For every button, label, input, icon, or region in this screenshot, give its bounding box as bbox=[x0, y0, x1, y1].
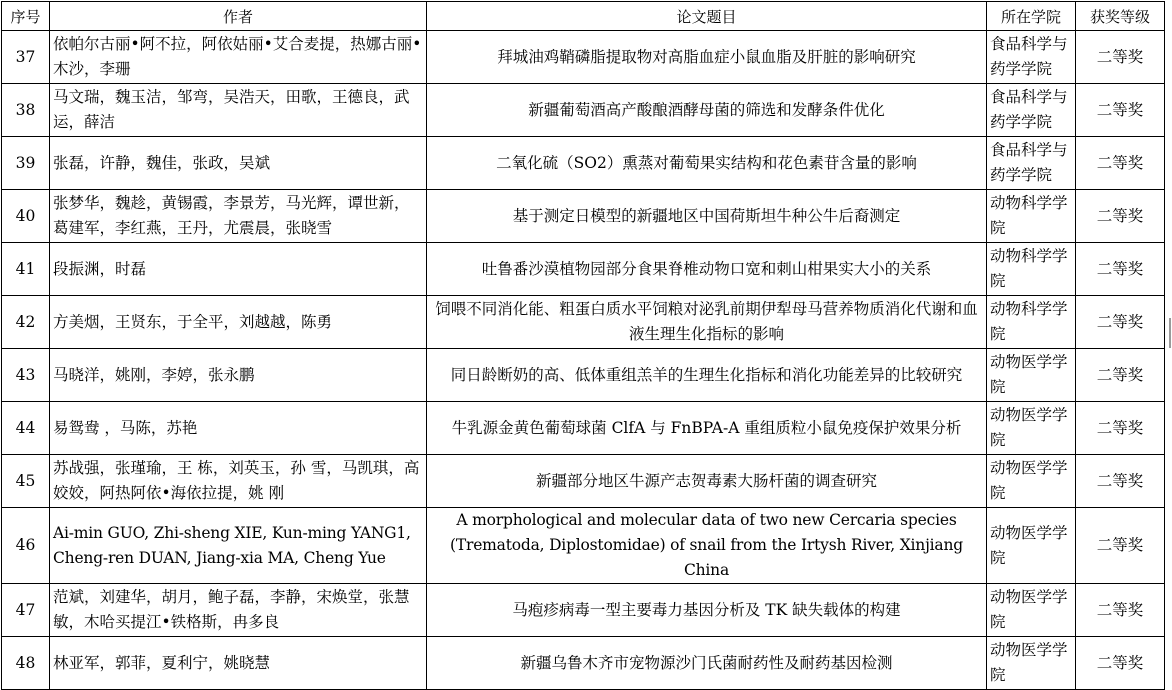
cell-authors: 林亚军，郭菲，夏利宁，姚晓慧 bbox=[50, 637, 427, 690]
cell-no: 45 bbox=[2, 455, 50, 508]
cell-title: 基于测定日模型的新疆地区中国荷斯坦牛种公牛后裔测定 bbox=[427, 190, 987, 243]
cell-no: 47 bbox=[2, 584, 50, 637]
cell-award: 二等奖 bbox=[1076, 31, 1165, 84]
cell-no: 39 bbox=[2, 137, 50, 190]
cell-award: 二等奖 bbox=[1076, 637, 1165, 690]
awards-table bbox=[1, 1, 1165, 690]
table-row bbox=[2, 296, 1165, 349]
cell-authors: 张梦华，魏趁，黄锡霞，李景芳，马光辉，谭世新，葛建军，李红燕，王丹，尤震晨，张晓雪 bbox=[50, 190, 427, 243]
cell-no: 44 bbox=[2, 402, 50, 455]
cell-no: 38 bbox=[2, 84, 50, 137]
header-award: 获奖等级 bbox=[1076, 2, 1165, 31]
table-row bbox=[2, 137, 1165, 190]
cell-college: 食品科学与药学学院 bbox=[987, 84, 1076, 137]
header-no: 序号 bbox=[2, 2, 50, 31]
table-row bbox=[2, 243, 1165, 296]
cell-authors: 苏战强，张瑾瑜，王 栋，刘英玉，孙 雪，马凯琪，高姣姣，阿热阿依•海依拉提，姚 刚 bbox=[50, 455, 427, 508]
cell-title: 马疱疹病毒一型主要毒力基因分析及 TK 缺失载体的构建 bbox=[427, 584, 987, 637]
header-title: 论文题目 bbox=[427, 2, 987, 31]
cell-authors: 张磊，许静，魏佳，张政，吴斌 bbox=[50, 137, 427, 190]
cell-award: 二等奖 bbox=[1076, 455, 1165, 508]
table-row bbox=[2, 349, 1165, 402]
cell-authors: 易鸳鸯 ，马陈，苏艳 bbox=[50, 402, 427, 455]
cell-authors: 方美烟，王贤东，于全平，刘越越，陈勇 bbox=[50, 296, 427, 349]
cell-title: 饲喂不同消化能、粗蛋白质水平饲粮对泌乳前期伊犁母马营养物质消化代谢和血液生理生化指标的影响 bbox=[427, 296, 987, 349]
scrollbar-marker[interactable] bbox=[1169, 318, 1171, 348]
cell-college: 动物科学学院 bbox=[987, 243, 1076, 296]
cell-authors: Ai-min GUO, Zhi-sheng XIE, Kun-ming YANG1, Cheng-ren DUAN, Jiang-xia MA, Cheng Yue bbox=[50, 508, 427, 584]
cell-college: 动物医学学院 bbox=[987, 349, 1076, 402]
cell-title: 牛乳源金黄色葡萄球菌 ClfA 与 FnBPA-A 重组质粒小鼠免疫保护效果分析 bbox=[427, 402, 987, 455]
cell-title: 拜城油鸡鞘磷脂提取物对高脂血症小鼠血脂及肝脏的影响研究 bbox=[427, 31, 987, 84]
cell-college: 动物医学学院 bbox=[987, 637, 1076, 690]
cell-no: 41 bbox=[2, 243, 50, 296]
table-row bbox=[2, 402, 1165, 455]
cell-award: 二等奖 bbox=[1076, 508, 1165, 584]
cell-title: 吐鲁番沙漠植物园部分食果脊椎动物口宽和刺山柑果实大小的关系 bbox=[427, 243, 987, 296]
cell-title: 新疆部分地区牛源产志贺毒素大肠杆菌的调查研究 bbox=[427, 455, 987, 508]
table-row bbox=[2, 455, 1165, 508]
cell-college: 动物医学学院 bbox=[987, 584, 1076, 637]
cell-title: A morphological and molecular data of two new Cercaria species (Trematoda, Diplostomidae) of snail from the Irtysh River, Xinjiang China bbox=[427, 508, 987, 584]
cell-no: 46 bbox=[2, 508, 50, 584]
cell-title: 二氧化硫（SO2）熏蒸对葡萄果实结构和花色素苷含量的影响 bbox=[427, 137, 987, 190]
cell-college: 食品科学与药学学院 bbox=[987, 137, 1076, 190]
cell-award: 二等奖 bbox=[1076, 584, 1165, 637]
cell-no: 37 bbox=[2, 31, 50, 84]
cell-title: 新疆葡萄酒高产酸酿酒酵母菌的筛选和发酵条件优化 bbox=[427, 84, 987, 137]
cell-college: 动物医学学院 bbox=[987, 455, 1076, 508]
cell-award: 二等奖 bbox=[1076, 402, 1165, 455]
cell-no: 40 bbox=[2, 190, 50, 243]
cell-authors: 段振渊，时磊 bbox=[50, 243, 427, 296]
table-row bbox=[2, 637, 1165, 690]
cell-college: 动物科学学院 bbox=[987, 296, 1076, 349]
cell-college: 食品科学与药学学院 bbox=[987, 31, 1076, 84]
header-row bbox=[2, 2, 1165, 31]
cell-authors: 马晓洋，姚刚，李婷，张永鹏 bbox=[50, 349, 427, 402]
cell-award: 二等奖 bbox=[1076, 296, 1165, 349]
cell-award: 二等奖 bbox=[1076, 243, 1165, 296]
cell-award: 二等奖 bbox=[1076, 84, 1165, 137]
cell-authors: 马文瑞，魏玉洁，邹弯，吴浩天，田歌，王德良，武运，薛洁 bbox=[50, 84, 427, 137]
table-row bbox=[2, 508, 1165, 584]
cell-no: 42 bbox=[2, 296, 50, 349]
header-authors: 作者 bbox=[50, 2, 427, 31]
cell-college: 动物科学学院 bbox=[987, 190, 1076, 243]
cell-no: 48 bbox=[2, 637, 50, 690]
cell-no: 43 bbox=[2, 349, 50, 402]
cell-award: 二等奖 bbox=[1076, 137, 1165, 190]
table-row bbox=[2, 31, 1165, 84]
table-row bbox=[2, 584, 1165, 637]
header-college: 所在学院 bbox=[987, 2, 1076, 31]
cell-award: 二等奖 bbox=[1076, 190, 1165, 243]
cell-authors: 依帕尔古丽•阿不拉，阿依姑丽•艾合麦提，热娜古丽•木沙，李珊 bbox=[50, 31, 427, 84]
cell-authors: 范斌，刘建华，胡月，鲍子磊，李静，宋焕堂，张慧敏，木哈买提江•铁格斯，冉多良 bbox=[50, 584, 427, 637]
table-row bbox=[2, 84, 1165, 137]
cell-college: 动物医学学院 bbox=[987, 402, 1076, 455]
table-row bbox=[2, 190, 1165, 243]
cell-college: 动物医学学院 bbox=[987, 508, 1076, 584]
cell-title: 新疆乌鲁木齐市宠物源沙门氏菌耐药性及耐药基因检测 bbox=[427, 637, 987, 690]
cell-title: 同日龄断奶的高、低体重组羔羊的生理生化指标和消化功能差异的比较研究 bbox=[427, 349, 987, 402]
cell-award: 二等奖 bbox=[1076, 349, 1165, 402]
